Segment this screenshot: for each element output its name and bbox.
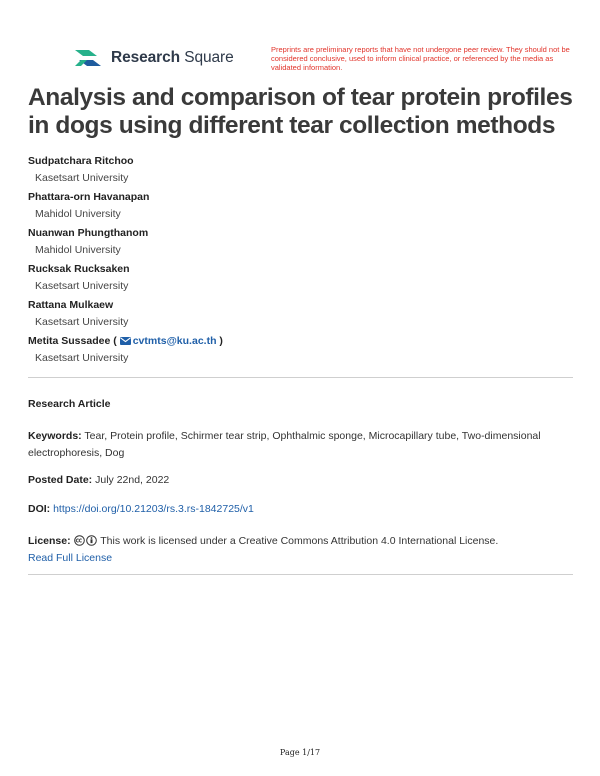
corresponding-author: Metita Sussadee ( cvtmts@ku.ac.th ) (28, 335, 223, 347)
preprint-notice: Preprints are preliminary reports that have not undergone peer review. They should not be considered conclusive, used to inform clinical practice, or referenced by the media as validated information. (271, 45, 570, 72)
doi (28, 503, 254, 515)
posted-date (28, 474, 169, 486)
author-affiliation: Kasetsart University (35, 352, 129, 364)
author-affiliation: Mahidol University (35, 244, 121, 256)
research-square-logo-icon (73, 46, 103, 70)
divider (28, 377, 573, 378)
author-affiliation: Kasetsart University (35, 316, 129, 328)
article-type: Research Article (28, 398, 111, 410)
author-affiliation: Kasetsart University (35, 172, 129, 184)
author-email-link[interactable]: cvtmts@ku.ac.th (132, 335, 217, 347)
doi-label: DOI: (28, 503, 51, 515)
author-list (28, 153, 548, 369)
author-name: Rattana Mulkaew (28, 299, 114, 311)
author-name: Nuanwan Phungthanom (28, 227, 149, 239)
keywords-value: Tear, Protein profile, Schirmer tear strip, Ophthalmic sponge, Microcapillary tube, Two-dimensional electrophoresis, Dog (28, 430, 541, 459)
license (28, 533, 568, 567)
doi-link[interactable]: https://doi.org/10.21203/rs.3.rs-1842725/v1 (53, 503, 254, 515)
read-full-license-link[interactable]: Read Full License (28, 552, 113, 564)
author-name: Sudpatchara Ritchoo (28, 155, 134, 167)
posted-date-value: July 22nd, 2022 (95, 474, 170, 486)
author-affiliation: Kasetsart University (35, 280, 129, 292)
cc-icon (74, 535, 85, 546)
paper-title: Analysis and comparison of tear protein profiles in dogs using different tear collection methods (28, 84, 573, 139)
license-text: This work is licensed under a Creative Commons Attribution 4.0 International License. (100, 535, 499, 547)
page-number: Page 1/17 (279, 748, 321, 757)
author-name: Phattara-orn Havanapan (28, 191, 150, 203)
cc-by-icon (86, 535, 97, 546)
keywords (28, 428, 548, 462)
license-label: License: (28, 535, 71, 547)
logo-text: Research Square (111, 49, 234, 66)
divider (28, 574, 573, 575)
author-name: Rucksak Rucksaken (28, 263, 130, 275)
posted-date-label: Posted Date: (28, 474, 93, 486)
keywords-label: Keywords: (28, 430, 82, 442)
envelope-icon (120, 337, 131, 345)
research-square-logo[interactable] (73, 46, 234, 70)
author-name: Metita Sussadee (28, 335, 111, 347)
author-affiliation: Mahidol University (35, 208, 121, 220)
